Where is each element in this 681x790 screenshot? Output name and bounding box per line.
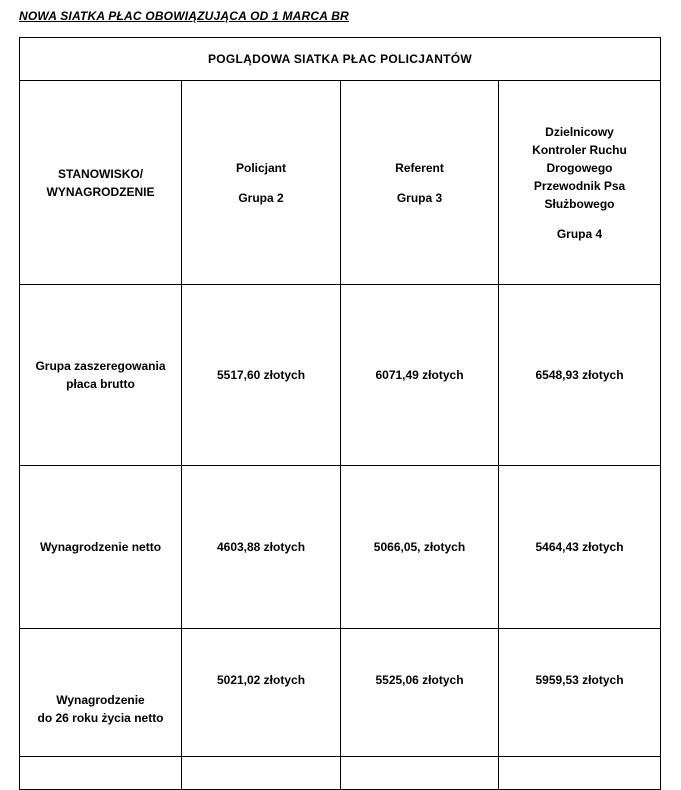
row-label-line: Wynagrodzenie: [56, 693, 145, 707]
bottom-divider: [19, 756, 660, 757]
column-name-line: Służbowego: [544, 196, 615, 211]
table-cell: 5066,05, złotych: [341, 466, 499, 629]
table-row-gross: [20, 285, 661, 466]
table-cell: 6071,49 złotych: [341, 285, 499, 466]
table-cell: 5525,06 złotych: [341, 629, 499, 790]
header-column-policjant: [182, 81, 341, 285]
column-group: Grupa 2: [238, 190, 284, 205]
header-label-line: STANOWISKO/: [57, 166, 144, 181]
row-label: [20, 629, 182, 790]
table-row-net: [20, 466, 661, 629]
header-column-dzielnicowy: [499, 81, 661, 285]
row-label-line: Wynagrodzenie netto: [39, 540, 162, 554]
row-label-line: Grupa zaszeregowania: [35, 359, 166, 373]
header-label-cell: [20, 81, 182, 285]
column-name-line: Przewodnik Psa: [533, 178, 626, 193]
row-label: [20, 285, 182, 466]
row-label-line: płaca brutto: [66, 377, 135, 391]
column-name-line: Drogowego: [546, 160, 613, 175]
table-cell: 4603,88 złotych: [182, 466, 341, 629]
column-name-line: Policjant: [235, 160, 286, 175]
table-cell: 5021,02 złotych: [182, 629, 341, 790]
header-label-line: WYNAGRODZENIE: [46, 184, 155, 199]
column-name-line: Dzielnicowy: [545, 124, 614, 139]
header-column-referent: [341, 81, 499, 285]
column-name-line: Kontroler Ruchu: [532, 142, 627, 157]
column-group: Grupa 3: [396, 190, 443, 205]
column-group: Grupa 4: [556, 226, 603, 241]
table-cell: 5959,53 złotych: [499, 629, 661, 790]
table-title: POGLĄDOWA SIATKA PŁAC POLICJANTÓW: [20, 38, 661, 81]
table-title-row: [20, 38, 661, 81]
table-cell: 5464,43 złotych: [499, 466, 661, 629]
salary-table: [19, 37, 661, 790]
table-header-row: [20, 81, 661, 285]
table-cell: 5517,60 złotych: [182, 285, 341, 466]
row-label-line: do 26 roku życia netto: [37, 711, 164, 725]
table-cell: 6548,93 złotych: [499, 285, 661, 466]
table-row-under-26: [20, 629, 661, 790]
document-heading: NOWA SIATKA PŁAC OBOWIĄZUJĄCA OD 1 MARCA BR: [19, 9, 349, 23]
row-label: [20, 466, 182, 629]
column-name-line: Referent: [395, 160, 444, 175]
